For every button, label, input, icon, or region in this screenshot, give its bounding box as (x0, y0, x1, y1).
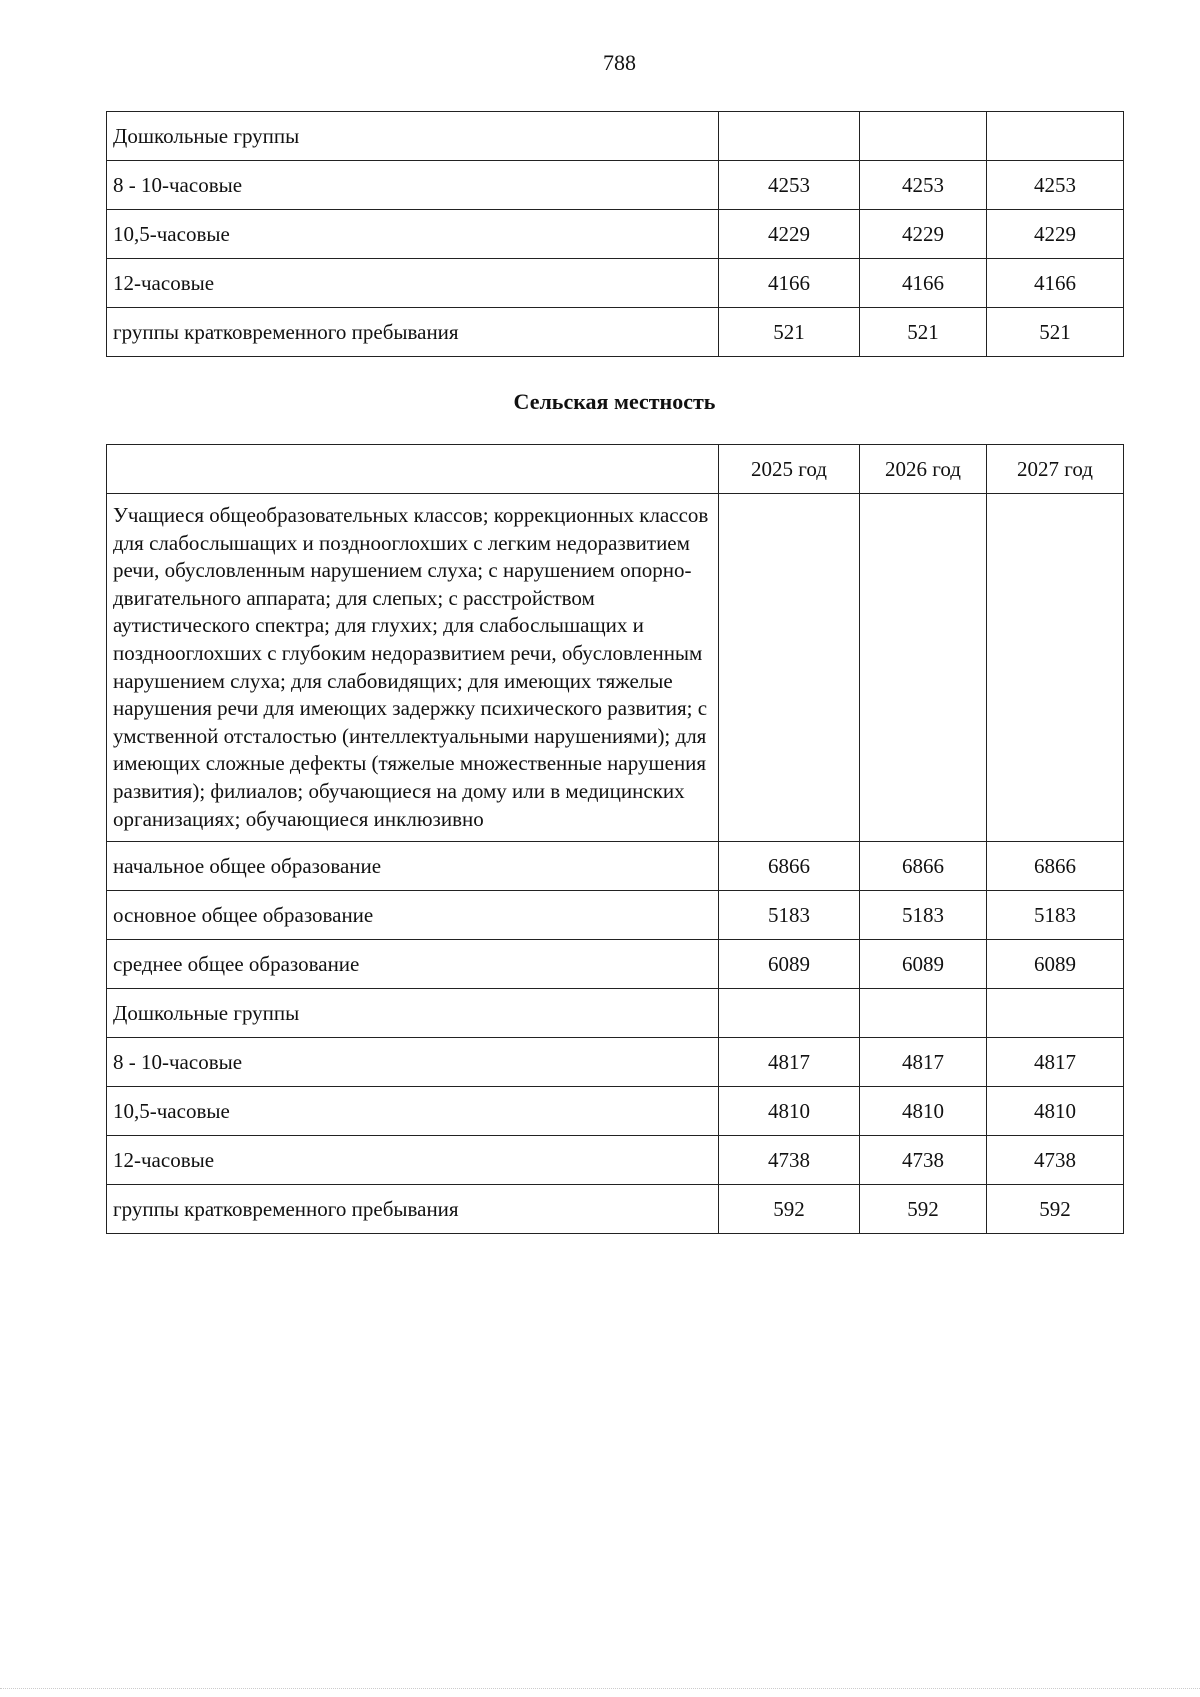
value-2025 (719, 989, 860, 1038)
value-2025: 4253 (719, 161, 860, 210)
value-2025: 6866 (719, 842, 860, 891)
value-2026: 5183 (860, 891, 987, 940)
row-label: среднее общее образование (107, 940, 719, 989)
header-label (107, 445, 719, 494)
header-2026: 2026 год (860, 445, 987, 494)
empty-cell (860, 494, 987, 842)
table-row (107, 308, 1124, 357)
table-row (107, 1038, 1124, 1087)
value-2026: 4253 (860, 161, 987, 210)
value-2027 (987, 989, 1124, 1038)
value-2025: 4166 (719, 259, 860, 308)
value-2025: 4229 (719, 210, 860, 259)
empty-cell (719, 494, 860, 842)
value-2025: 5183 (719, 891, 860, 940)
empty-cell (987, 494, 1124, 842)
value-2026 (860, 112, 987, 161)
value-2025 (719, 112, 860, 161)
section-title: Сельская местность (513, 389, 716, 414)
row-label: начальное общее образование (107, 842, 719, 891)
value-2026: 6089 (860, 940, 987, 989)
row-label: 8 - 10-часовые (107, 161, 719, 210)
rural-table (106, 444, 1124, 1234)
top-table (106, 111, 1124, 357)
value-2026 (860, 989, 987, 1038)
value-2027: 6866 (987, 842, 1124, 891)
value-2027: 5183 (987, 891, 1124, 940)
value-2025: 592 (719, 1185, 860, 1234)
table-row (107, 940, 1124, 989)
value-2027: 521 (987, 308, 1124, 357)
table-row (107, 259, 1124, 308)
value-2026: 6866 (860, 842, 987, 891)
value-2027: 4229 (987, 210, 1124, 259)
value-2025: 4738 (719, 1136, 860, 1185)
table-row-students (107, 494, 1124, 842)
value-2027: 592 (987, 1185, 1124, 1234)
row-label: группы кратковременного пребывания (107, 1185, 719, 1234)
row-label: основное общее образование (107, 891, 719, 940)
table-row (107, 842, 1124, 891)
table-row (107, 210, 1124, 259)
header-2025: 2025 год (719, 445, 860, 494)
value-2025: 4810 (719, 1087, 860, 1136)
table-header-row (107, 445, 1124, 494)
table-row (107, 161, 1124, 210)
value-2025: 6089 (719, 940, 860, 989)
value-2027: 6089 (987, 940, 1124, 989)
row-label: 10,5-часовые (107, 1087, 719, 1136)
value-2027 (987, 112, 1124, 161)
value-2025: 521 (719, 308, 860, 357)
row-label: 12-часовые (107, 259, 719, 308)
row-label: группы кратковременного пребывания (107, 308, 719, 357)
table-row (107, 1087, 1124, 1136)
value-2027: 4817 (987, 1038, 1124, 1087)
row-label: 10,5-часовые (107, 210, 719, 259)
value-2026: 4166 (860, 259, 987, 308)
students-description: Учащиеся общеобразовательных классов; коррекционных классов для слабослышащих и позднооглохших с легким недоразвитием речи, обусловленным нарушением слуха; с нарушением опорно-двигательного аппарата; для слепых; с расстройством аутистического спектра; для глухих; для слабослышащих и позднооглохших с глубоким недоразвитием речи, обусловленным нарушением слуха; для слабовидящих; для имеющих тяжелые нарушения речи для имеющих задержку психического развития; с умственной отсталостью (интеллектуальными нарушениями); для имеющих сложные дефекты (тяжелые множественные нарушения развития); филиалов; обучающиеся на дому или в медицинских организациях; обучающиеся инклюзивно (107, 494, 719, 842)
row-label: 12-часовые (107, 1136, 719, 1185)
value-2026: 4738 (860, 1136, 987, 1185)
value-2027: 4738 (987, 1136, 1124, 1185)
table-row (107, 112, 1124, 161)
table-row (107, 891, 1124, 940)
value-2026: 521 (860, 308, 987, 357)
value-2026: 4229 (860, 210, 987, 259)
value-2026: 592 (860, 1185, 987, 1234)
table-row (107, 1136, 1124, 1185)
value-2027: 4253 (987, 161, 1124, 210)
row-label: Дошкольные группы (107, 112, 719, 161)
header-2027: 2027 год (987, 445, 1124, 494)
table-row (107, 1185, 1124, 1234)
scan-edge-line (0, 1688, 1200, 1689)
row-label: 8 - 10-часовые (107, 1038, 719, 1087)
value-2026: 4810 (860, 1087, 987, 1136)
table-row (107, 989, 1124, 1038)
page-number: 788 (603, 50, 636, 75)
value-2025: 4817 (719, 1038, 860, 1087)
value-2027: 4810 (987, 1087, 1124, 1136)
value-2027: 4166 (987, 259, 1124, 308)
value-2026: 4817 (860, 1038, 987, 1087)
row-label: Дошкольные группы (107, 989, 719, 1038)
